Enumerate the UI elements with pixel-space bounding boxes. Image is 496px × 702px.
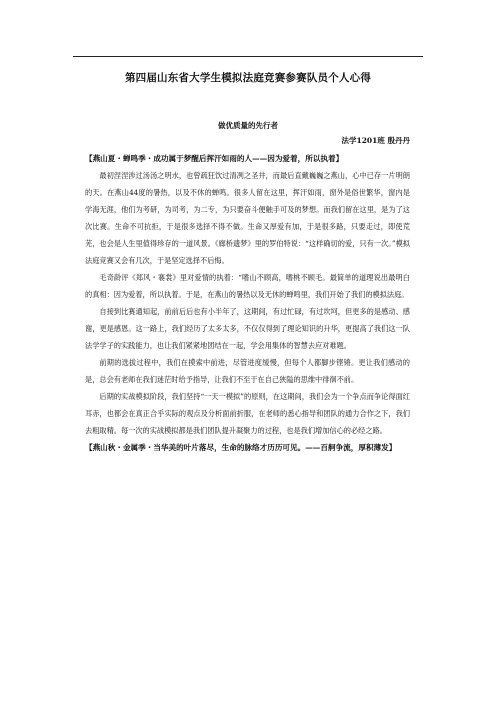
author-line: 法学1201班 殷丹丹 xyxy=(341,136,410,145)
section-heading-summer: 【燕山夏・蝉鸣季・成功属于梦醒后挥汗如雨的人——因为爱着，所以执着】 xyxy=(85,154,344,163)
body-paragraph: 后期的实战模拟阶段，我们坚持“一天一模拟”的原则，在这期间，我们会为一个争点而争论得面红耳赤，也都会在真正合乎实际的观点及分析面前折服，在老师的悉心指导和团队的通力合作之下，我们去粗取精。每一次的实战模拟都是我们团队提升凝聚力的过程，也是我们增加信心的必经之路。 xyxy=(85,392,410,435)
body-paragraph: 毛奇龄评《郑风・褰裳》里对爱情的执着：“嗜山不顾高，嗜桃不顾毛。最简单的道理说出最明白的真相：因为爱着，所以执着。于是，在燕山的暑热以及无休的蝉鸣里，我们开始了我们的模拟法庭。 xyxy=(85,273,410,299)
body-paragraph: 前期的选拔过程中，我们在摸索中前进，尽管进度缓慢，但每个人都脚步铿锵。更让我们感动的是，总会有老师在我们迷茫时给予指导，让我们不至于在自己狭隘的思维中徘徊不前。 xyxy=(85,358,410,384)
article-body xyxy=(85,150,410,456)
header-rule xyxy=(73,56,423,57)
article-subtitle: 做优质量的先行者 xyxy=(218,121,278,130)
page-title: 第四届山东省大学生模拟法庭竞赛参赛队员个人心得 xyxy=(124,72,372,84)
body-paragraph: 自接到比赛通知起，前前后后也有小半年了，这期间，有过忙碌，有过坎坷，但更多的是感动、感谢，更是感恩。这一路上，我们经历了太多太多，不仅仅得到了理论知识的升华，更提高了我们这一队法学学子的实践能力，也让我们紧紧地团结在一起，学会用集体的智慧去应对难题。 xyxy=(85,307,410,350)
section-heading-autumn: 【燕山秋・金属季・当华美的叶片落尽，生命的脉络才历历可见。——百舸争流，厚积薄发】 xyxy=(85,443,397,452)
body-paragraph: 最初涅涅涉过汤汤之明水，也曾疏狂饮过清冽之圣井，而最后直戴巍巍之燕山，心中已存一片明朗的天。在燕山44度的暑热，以及不休的蝉鸣。很多人留在这里，挥汗如雨，窗外是俗世繁华，窗内是学海无涯，他们为考研，为司考，为二专，为只要奋斗便触手可及的梦想。而我们留在这里，是为了这次比赛。生命不可抗拒，于是很多选择不得不做。生命又厚爱有加，于是很多路，只要走过，即使荒芜，也会是人生里值得珍存的一道风景。《廊桥遗梦》里的罗伯特说：“这样确切的爱，只有一次。”模拟法庭竞赛又会有几次，于是坚定选择不后悔。 xyxy=(85,171,410,265)
